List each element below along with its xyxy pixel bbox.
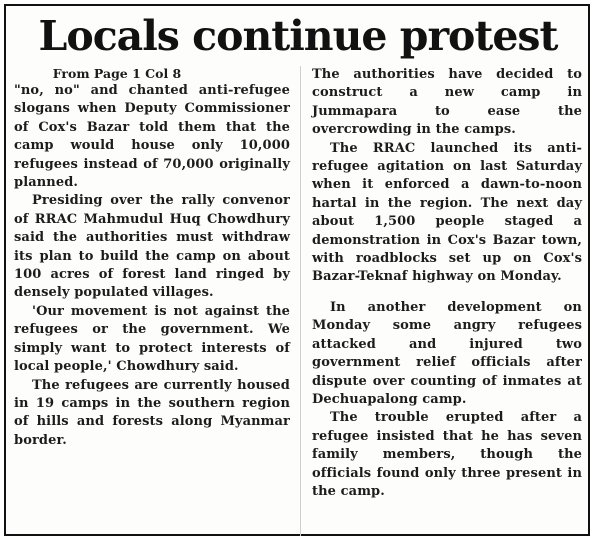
paragraph: "no, no" and chanted anti-refugee slogans when Deputy Commissioner of Cox's Bazar told them that the camp would house only 10,000 refugees instead of 70,000 originally planned. <box>14 83 290 191</box>
headline: Locals continue protest <box>38 12 558 60</box>
right-column <box>312 66 582 501</box>
paragraph: 'Our movement is not against the refugees or the government. We simply want to protect interests of local people,' Chowdhury said. <box>14 303 290 375</box>
jump-line: From Page 1 Col 8 <box>52 66 182 81</box>
column-divider <box>300 66 301 536</box>
left-column <box>14 66 290 450</box>
paragraph: The RRAC launched its anti-refugee agitation on last Saturday when it enforced a dawn-to-noon hartal in the region. The next day about 1,500 people staged a demonstration in Cox's Bazar town, with roadblocks set up on Cox's Bazar-Teknaf highway on Monday. <box>312 140 582 285</box>
news-clipping <box>4 4 590 536</box>
paragraph: The trouble erupted after a refugee insisted that he has seven family members, though the officials found only three present in the camp. <box>312 410 582 499</box>
paragraph: Presiding over the rally convenor of RRAC Mahmudul Huq Chowdhury said the authorities must withdraw its plan to build the camp on about 100 acres of forest land ringed by densely populated villages. <box>14 193 290 301</box>
paragraph: In another development on Monday some angry refugees attacked and injured two government relief officials after dispute over counting of inmates at Dechuapalong camp. <box>312 299 582 407</box>
paragraph: The refugees are currently housed in 19 camps in the southern region of hills and forests along Myanmar border. <box>14 377 290 448</box>
paragraph: The authorities have decided to construct a new camp in Jummapara to ease the overcrowding in the camps. <box>312 67 582 138</box>
